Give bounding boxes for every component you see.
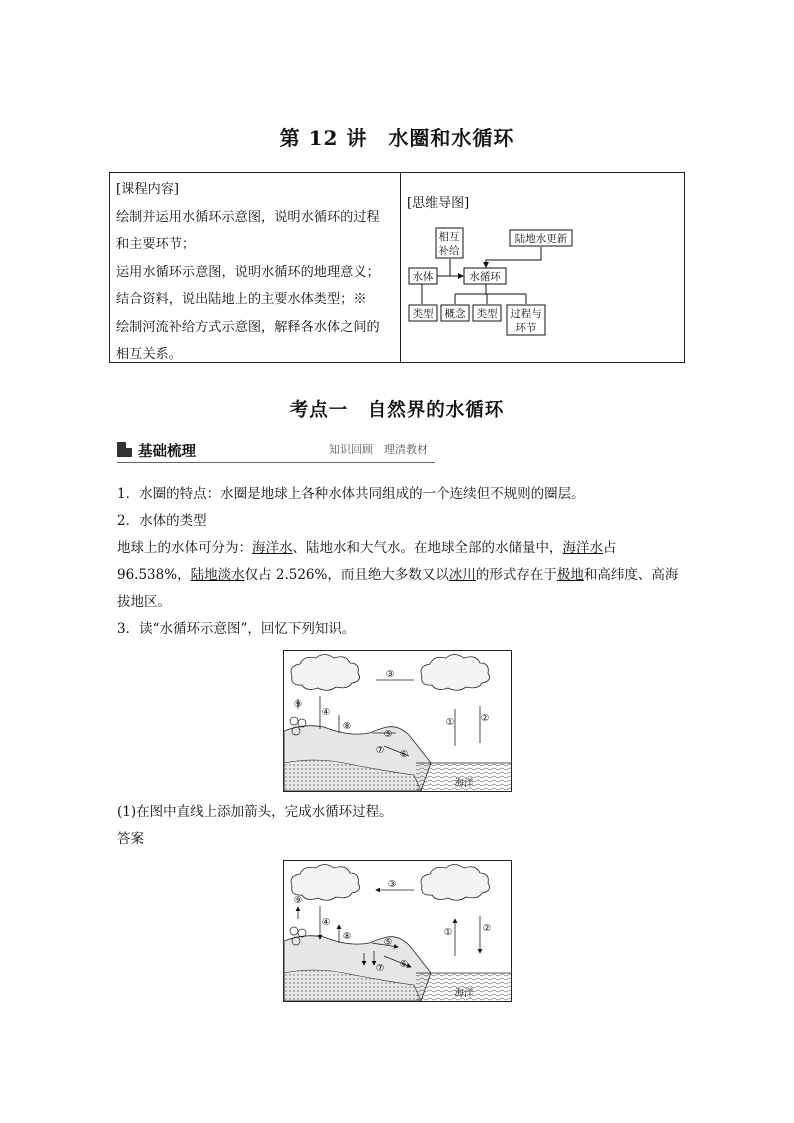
tree-icon xyxy=(298,719,306,727)
tree-icon xyxy=(298,929,306,937)
course-content xyxy=(116,176,400,369)
underlined-answer: 极地 xyxy=(556,567,584,583)
mm-node-water-cycle: 水循环 xyxy=(469,271,501,283)
diagram-label: ② xyxy=(482,923,492,934)
page-title: 第 12 讲 水圈和水循环 xyxy=(279,126,515,150)
diagram-label: ③ xyxy=(385,669,395,680)
paragraph: 拔地区。 xyxy=(117,594,171,610)
underlined-answer: 陆地淡水 xyxy=(190,567,245,583)
diagram-label: ⑧ xyxy=(342,721,352,732)
mm-node-water-body: 水体 xyxy=(412,271,434,283)
paragraph: 3．读“水循环示意图”，回忆下列知识。 xyxy=(117,621,356,637)
ocean-label: 海洋 xyxy=(454,778,474,789)
diagram-label: ⑦ xyxy=(375,745,385,756)
answer-label: 答案 xyxy=(117,831,144,847)
water-cycle-diagram xyxy=(283,650,512,792)
water-cycle-answer-diagram xyxy=(283,860,512,1002)
diagram-label: ④ xyxy=(321,707,331,718)
diagram-label: ① xyxy=(443,927,453,938)
mm-node-process: 环节 xyxy=(515,322,537,334)
cloud-icon xyxy=(421,865,490,901)
diagram-label: ② xyxy=(480,713,490,724)
diagram-label: ⑨ xyxy=(293,895,303,906)
ocean-label: 海洋 xyxy=(454,988,474,999)
question: (1)在图中直线上添加箭头，完成水循环过程。 xyxy=(117,804,393,820)
paragraph: 地球上的水体可分为：海洋水、陆地水和大气水。在地球全部的水储量中，海洋水占 xyxy=(117,540,617,556)
diagram-label: ③ xyxy=(387,879,397,890)
basic-label: 基础梳理 xyxy=(138,444,196,460)
cloud-icon xyxy=(291,655,360,691)
mm-node-type: 类型 xyxy=(476,308,498,320)
cloud-icon xyxy=(421,655,490,691)
course-line: 和主要环节； xyxy=(116,237,196,252)
basic-review-header xyxy=(117,441,435,461)
course-header: [课程内容] xyxy=(116,182,180,197)
diagram-label: ⑤ xyxy=(383,729,393,740)
course-line: 结合资料，说出陆地上的主要水体类型；※ xyxy=(116,292,367,307)
tree-icon xyxy=(290,717,298,725)
section-title: 考点一 自然界的水循环 xyxy=(289,400,505,421)
mm-node-mutual: 补给 xyxy=(438,245,460,257)
mm-node-process: 过程与 xyxy=(510,308,542,320)
diagram-label: ⑥ xyxy=(399,959,409,970)
paragraph: 96.538%，陆地淡水仅占 2.526%，而且绝大多数又以冰川的形式存在于极地和高纬度、高海 xyxy=(117,567,679,583)
course-line: 绘制并运用水循环示意图，说明水循环的过程 xyxy=(116,209,380,225)
mindmap-header: [思维导图] xyxy=(407,196,470,211)
underlined-answer: 冰川 xyxy=(448,567,476,583)
diagram-label: ④ xyxy=(321,917,331,928)
course-line: 相互关系。 xyxy=(116,347,182,362)
mind-map xyxy=(406,222,581,337)
mm-node-concept: 概念 xyxy=(444,308,466,320)
paragraph: 2．水体的类型 xyxy=(117,513,207,529)
underlined-answer: 海洋水 xyxy=(252,540,293,556)
course-line: 绘制河流补给方式示意图，解释各水体之间的 xyxy=(116,319,380,335)
basic-tag: 知识回顾 理清教材 xyxy=(329,443,428,456)
diagram-label: ⑤ xyxy=(383,937,393,948)
diagram-label: ⑦ xyxy=(375,963,385,974)
diagram-label: ⑥ xyxy=(399,749,409,760)
diagram-label: ⑧ xyxy=(342,931,352,942)
mm-node-land-renew: 陆地水更新 xyxy=(514,233,568,245)
underlined-answer: 海洋水 xyxy=(562,540,603,556)
paragraph: 1．水圈的特点：水圈是地球上各种水体共同组成的一个连续但不规则的圈层。 xyxy=(117,486,585,502)
tree-icon xyxy=(290,927,298,935)
course-line: 运用水循环示意图，说明水循环的地理意义； xyxy=(116,264,380,280)
mm-node-mutual: 相互 xyxy=(438,231,460,243)
diagram-label: ① xyxy=(445,717,455,728)
mm-node-type: 类型 xyxy=(412,308,434,320)
diagram-label: ⑨ xyxy=(293,699,303,710)
